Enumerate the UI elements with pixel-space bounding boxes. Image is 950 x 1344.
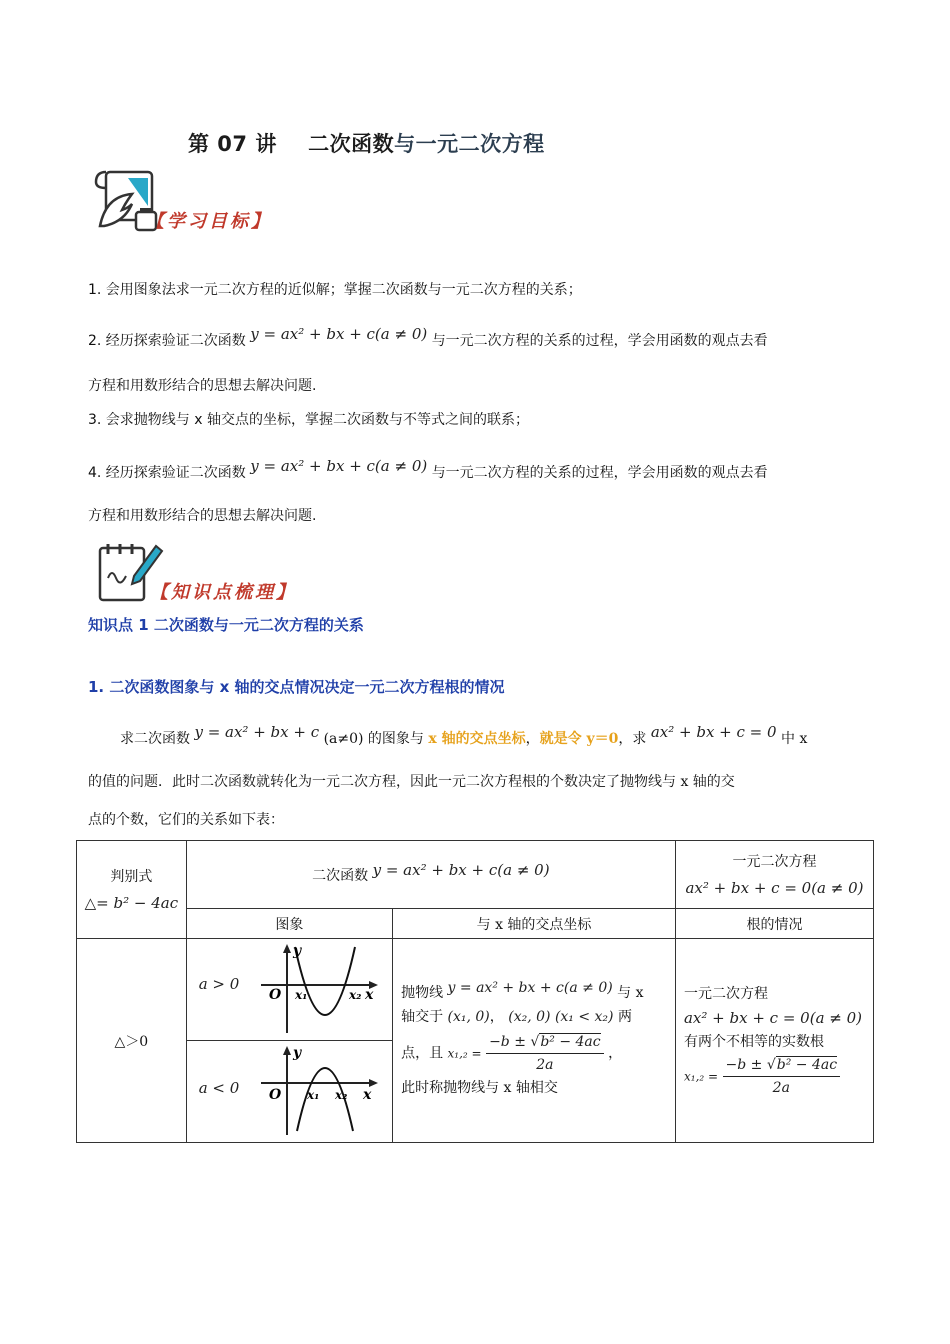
label-a-negative: a < 0	[198, 1079, 240, 1097]
p1-a: 求二次函数	[120, 731, 190, 747]
intersection-line-4: 此时称抛物线与 x 轴相交	[401, 1080, 558, 1096]
p1-highlight-2: 就是令 y＝0	[539, 731, 619, 747]
goal-item-4	[88, 457, 768, 483]
knowledge-banner: 【知识点梳理】	[150, 582, 297, 603]
knowledge-paragraph-1	[120, 723, 808, 749]
p1-highlight-1: x 轴的交点坐标	[428, 731, 526, 747]
label-x2: x₂	[334, 1088, 348, 1102]
parabola-curve	[295, 947, 355, 1015]
goal-item-1: 1. 会用图象法求一元二次方程的近似解；掌握二次函数与一元二次方程的关系；	[88, 282, 582, 298]
p1-formula-2: ax² + bx + c = 0	[650, 723, 777, 741]
header-eq-formula: ax² + bx + c = 0(a ≠ 0)	[685, 878, 864, 897]
header-discriminant	[77, 841, 187, 939]
graph-downward-parabola	[259, 1045, 381, 1139]
header-eq-label: 一元二次方程	[732, 853, 817, 870]
goal-2-pre: 2. 经历探索验证二次函数	[88, 333, 246, 349]
header-intersection: 与 x 轴的交点坐标	[393, 909, 676, 939]
table-header-row-2	[77, 909, 874, 939]
int-frac-lhs: x₁,₂ =	[447, 1046, 482, 1061]
root-fraction-line	[684, 1054, 865, 1099]
root-frac-den: 2a	[772, 1080, 790, 1096]
header-equation	[675, 841, 873, 909]
root-frac-num-pre: −b ±	[725, 1057, 763, 1073]
header-function	[186, 841, 675, 909]
row-discriminant: △＞0	[77, 939, 187, 1143]
int-frac-num-radicand: b² − 4ac	[540, 1034, 601, 1050]
x-axis-arrow	[369, 1079, 378, 1087]
int-formula: y = ax² + bx + c(a ≠ 0)	[447, 980, 613, 996]
root-text-1: 一元二次方程	[683, 986, 768, 1002]
root-text-2: 有两个不相等的实数根	[683, 1034, 824, 1050]
int-comma: ，	[489, 1009, 504, 1025]
goal-item-2	[88, 325, 768, 351]
knowledge-heading: 知识点 1 二次函数与一元二次方程的关系	[88, 616, 364, 634]
root-fraction: $\frac{\text{−b ± √b² − 4ac}}{2a}$	[723, 1054, 841, 1099]
goal-item-3: 3. 会求抛物线与 x 轴交点的坐标，掌握二次函数与不等式之间的联系；	[88, 412, 529, 428]
p1-c: ，	[525, 731, 540, 747]
p1-e: 中 x	[781, 731, 808, 747]
table-header-row-1	[77, 841, 874, 909]
root-formula: ax² + bx + c = 0(a ≠ 0)	[683, 1009, 863, 1027]
label-x1: x₁	[306, 1088, 320, 1102]
graph-upward-parabola	[259, 943, 381, 1037]
int-text-2: 与 x	[617, 985, 644, 1001]
int-text-5: 点，且	[401, 1045, 444, 1062]
roots-cell	[675, 939, 873, 1143]
label-x1: x₁	[294, 988, 308, 1002]
page-title	[188, 128, 545, 158]
int-text-1: 抛物线	[401, 985, 444, 1001]
label-a-positive: a > 0	[198, 975, 240, 993]
goal-2-formula: y = ax² + bx + c(a ≠ 0)	[250, 325, 428, 343]
title-part3: 与一元二次方程	[394, 132, 545, 156]
title-part1: 第 07 讲	[188, 132, 277, 156]
intersection-line-3	[401, 1031, 667, 1076]
root-frac-lhs: x₁,₂ =	[683, 1069, 719, 1084]
intersection-line-1	[401, 981, 667, 1005]
y-axis-arrow	[283, 944, 291, 953]
int-point-2: (x₂, 0)	[508, 1009, 551, 1025]
goal-4-post: 与一元二次方程的关系的过程，学会用函数的观点去看	[431, 465, 768, 481]
header-graph: 图象	[186, 909, 392, 939]
p1-b: (a≠0) 的图象与	[323, 731, 424, 747]
relation-table	[76, 840, 874, 1143]
p1-formula-1: y = ax² + bx + c	[194, 723, 320, 741]
label-y: y	[292, 943, 301, 959]
label-x: x	[362, 1087, 372, 1103]
int-text-3: 轴交于	[401, 1009, 444, 1025]
intersection-cell	[393, 939, 676, 1143]
y-axis-arrow	[283, 1046, 291, 1055]
int-frac-num-pre: −b ±	[489, 1034, 526, 1050]
goal-item-2-cont: 方程和用数形结合的思想去解决问题.	[88, 378, 317, 394]
int-point-1: (x₁, 0)	[447, 1009, 490, 1025]
knowledge-paragraph-3: 点的个数，它们的关系如下表：	[88, 812, 284, 828]
root-frac-num-radicand: b² − 4ac	[776, 1057, 838, 1073]
graph-cell-a-positive	[186, 939, 392, 1041]
table-row	[77, 939, 874, 1041]
label-origin: O	[268, 987, 281, 1003]
int-condition: (x₁ < x₂)	[554, 1009, 614, 1025]
header-disc-formula: △= b² − 4ac	[84, 893, 179, 912]
header-roots: 根的情况	[675, 909, 873, 939]
goal-4-pre: 4. 经历探索验证二次函数	[88, 465, 246, 481]
knowledge-subheading: 1. 二次函数图象与 x 轴的交点情况决定一元二次方程根的情况	[88, 678, 505, 696]
goals-banner: 【学习目标】	[146, 211, 272, 232]
header-func-formula: y = ax² + bx + c(a ≠ 0)	[372, 860, 550, 879]
int-text-4: 两	[617, 1009, 632, 1025]
goal-2-post: 与一元二次方程的关系的过程，学会用函数的观点去看	[431, 333, 768, 349]
title-part2: 二次函数	[308, 132, 395, 156]
label-x: x	[364, 987, 374, 1003]
graph-cell-a-negative	[186, 1041, 392, 1143]
label-y: y	[292, 1045, 301, 1061]
int-comma-2: ，	[608, 1045, 623, 1062]
int-frac-den: 2a	[536, 1057, 554, 1073]
goal-item-4-cont: 方程和用数形结合的思想去解决问题.	[88, 508, 317, 524]
label-origin: O	[268, 1087, 281, 1103]
intersection-line-2	[401, 1005, 667, 1029]
header-func-label: 二次函数	[312, 867, 369, 884]
goal-4-formula: y = ax² + bx + c(a ≠ 0)	[250, 457, 428, 475]
header-disc-label: 判别式	[110, 868, 153, 885]
knowledge-paragraph-2: 的值的问题．此时二次函数就转化为一元二次方程，因此一元二次方程根的个数决定了抛物线与 x 轴的交	[88, 774, 735, 790]
label-x2: x₂	[348, 988, 362, 1002]
p1-d: ，求	[618, 731, 647, 747]
int-fraction: $\frac{\text{−b ± √b² − 4ac}}{2a}$	[486, 1031, 604, 1076]
